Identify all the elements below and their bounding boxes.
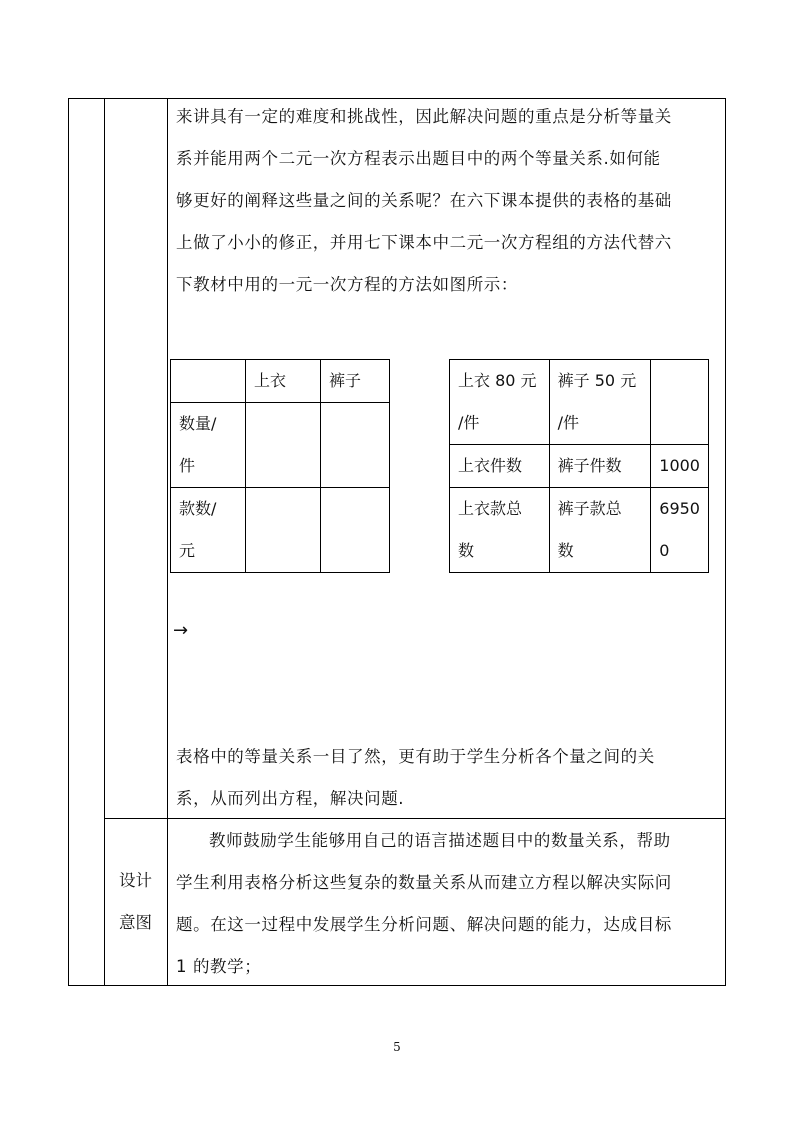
table-cell: 上衣款总 数 [450,488,550,573]
table-row [171,360,390,403]
table-cell: 裤子款总 数 [549,488,651,573]
table-row [171,403,390,488]
equation-table-right [449,359,709,573]
table-cell: 上衣 80 元 /件 [450,360,550,445]
table-column-divider [104,98,105,986]
table-cell: 裤子 [321,360,390,403]
table-cell [321,488,390,573]
page-number: 5 [393,1040,401,1054]
body-paragraph: 表格中的等量关系一目了然，更有助于学生分析各个量之间的关 系，从而列出方程，解决问题. [176,747,655,808]
quantity-table-left [170,359,390,573]
table-cell: 1000 [651,445,709,488]
table-cell [246,403,321,488]
design-intent-label: 设计 意图 [119,871,152,932]
table-row [450,488,709,573]
table-cell [246,488,321,573]
table-cell: 裤子 50 元 /件 [549,360,651,445]
table-row [171,488,390,573]
body-paragraph: 来讲具有一定的难度和挑战性，因此解决问题的重点是分析等量关 系并能用两个二元一次方程表示出题目中的两个等量关系.如何能 够更好的阐释这些量之间的关系呢？在六下课本提供的表格的基础 上做了小小的修正，并用七下课本中二元一次方程组的方法代替六 下教材中用的一元一次方程的方法如图所示： [176,107,672,294]
table-cell: 款数/ 元 [171,488,246,573]
table-cell: 上衣件数 [450,445,550,488]
table-column-divider [167,98,168,986]
table-cell: 6950 0 [651,488,709,573]
table-cell: 数量/ 件 [171,403,246,488]
table-cell [321,403,390,488]
arrow-glyph: → [173,620,189,641]
table-cell: 裤子件数 [549,445,651,488]
table-cell [171,360,246,403]
table-cell [651,360,709,445]
table-cell: 上衣 [246,360,321,403]
table-row [450,445,709,488]
table-row [450,360,709,445]
design-intent-text: 教师鼓励学生能够用自己的语言描述题目中的数量关系，帮助 学生利用表格分析这些复杂的数量关系从而建立方程以解决实际问 题。在这一过程中发展学生分析问题、解决问题的能力，达成目标 1 的教学； [176,831,672,976]
